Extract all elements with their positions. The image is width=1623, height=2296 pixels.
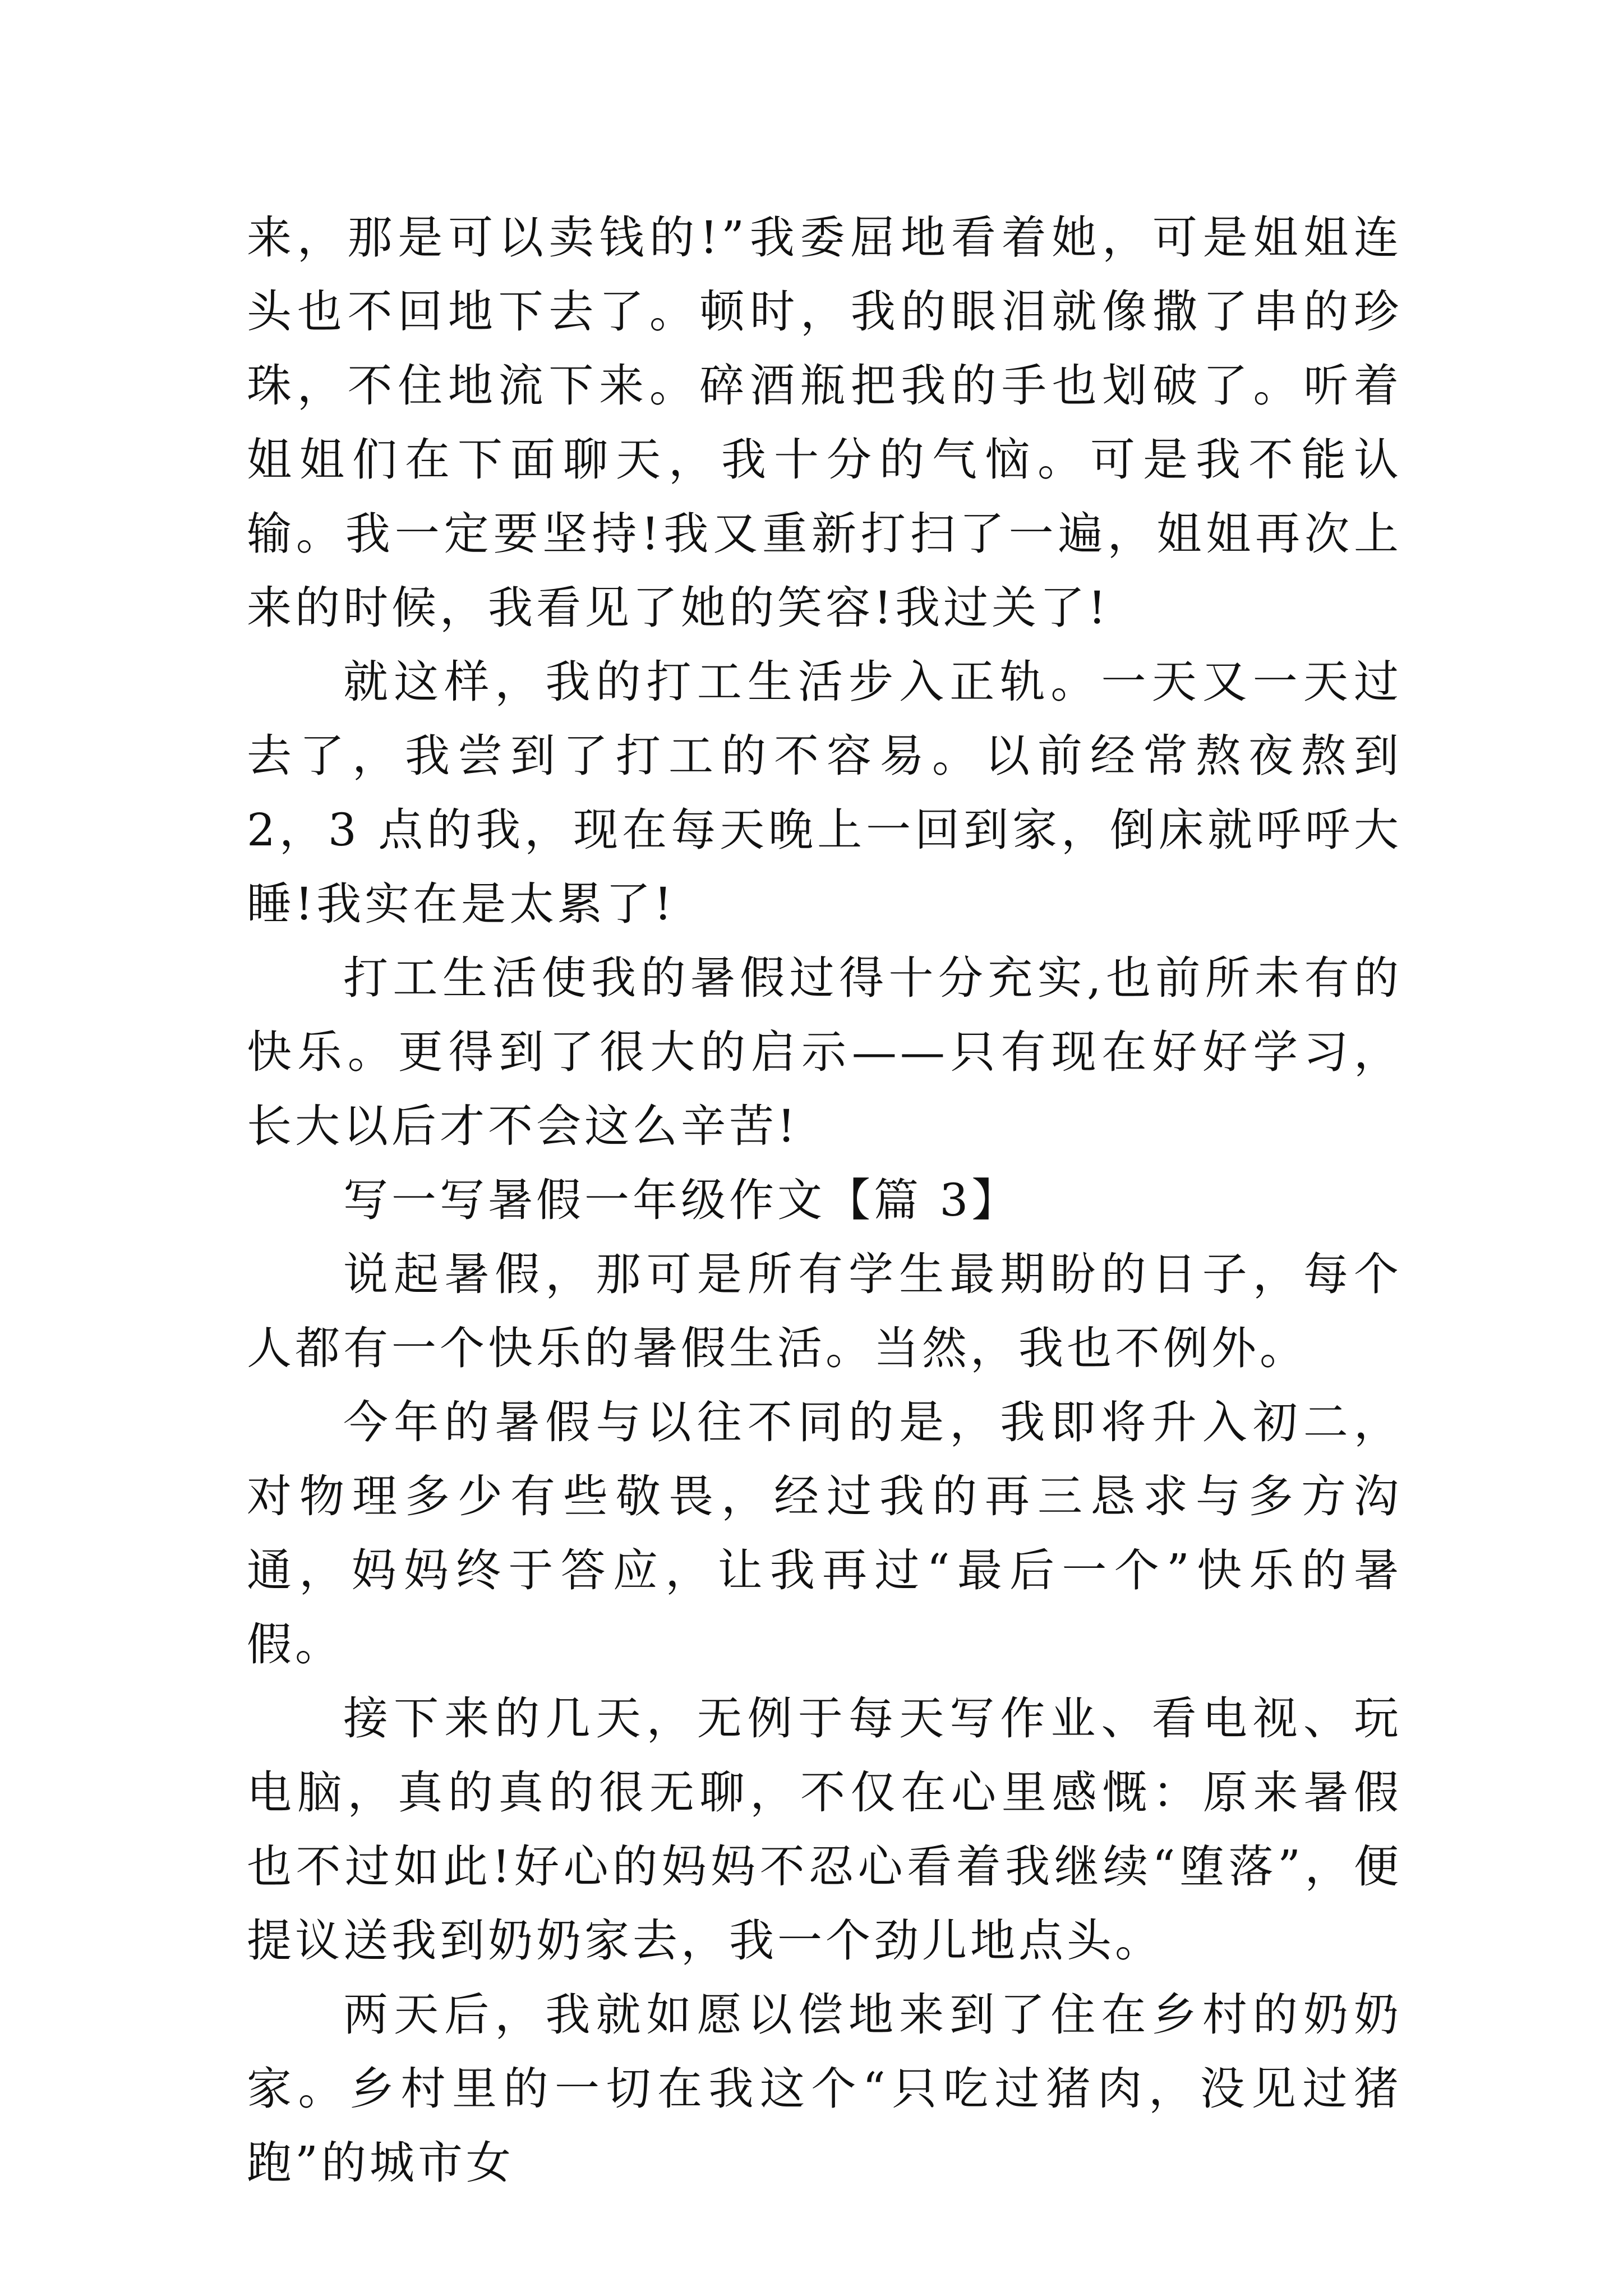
paragraph: 今年的暑假与以往不同的是，我即将升入初二，对物理多少有些敬畏，经过我的再三恳求与多方沟通，妈妈终于答应，让我再过“最后一个”快乐的暑假。 bbox=[247, 1396, 1402, 1671]
paragraph: 打工生活使我的暑假过得十分充实,也前所未有的快乐。更得到了很大的启示——只有现在好好学习，长大以后才不会这么辛苦! bbox=[247, 952, 1402, 1152]
paragraph: 接下来的几天，无例于每天写作业、看电视、玩电脑，真的真的很无聊，不仅在心里感慨：原来暑假也不过如此!好心的妈妈不忍心看着我继续“堕落”，便提议送我到奶奶家去，我一个劲儿地点头。 bbox=[247, 1692, 1402, 1967]
paragraph: 两天后，我就如愿以偿地来到了住在乡村的奶奶家。乡村里的一切在我这个“只吃过猪肉，没见过猪跑”的城市女 bbox=[247, 1989, 1402, 2189]
paragraph: 说起暑假，那可是所有学生最期盼的日子，每个人都有一个快乐的暑假生活。当然，我也不例外。 bbox=[247, 1248, 1402, 1374]
document-body bbox=[247, 201, 1402, 2200]
paragraph: 就这样，我的打工生活步入正轨。一天又一天过去了，我尝到了打工的不容易。以前经常熬夜熬到 2，3 点的我，现在每天晚上一回到家，倒床就呼呼大睡!我实在是太累了! bbox=[247, 656, 1402, 930]
paragraph-continued: 来，那是可以卖钱的!”我委屈地看着她，可是姐姐连头也不回地下去了。顿时，我的眼泪就像撒了串的珍珠，不住地流下来。碎酒瓶把我的手也划破了。听着姐姐们在下面聊天，我十分的气恼。可是我不能认输。我一定要坚持!我又重新打扫了一遍，姐姐再次上来的时候，我看见了她的笑容!我过关了! bbox=[247, 211, 1402, 634]
section-heading: 写一写暑假一年级作文【篇 3】 bbox=[343, 1174, 1020, 1226]
